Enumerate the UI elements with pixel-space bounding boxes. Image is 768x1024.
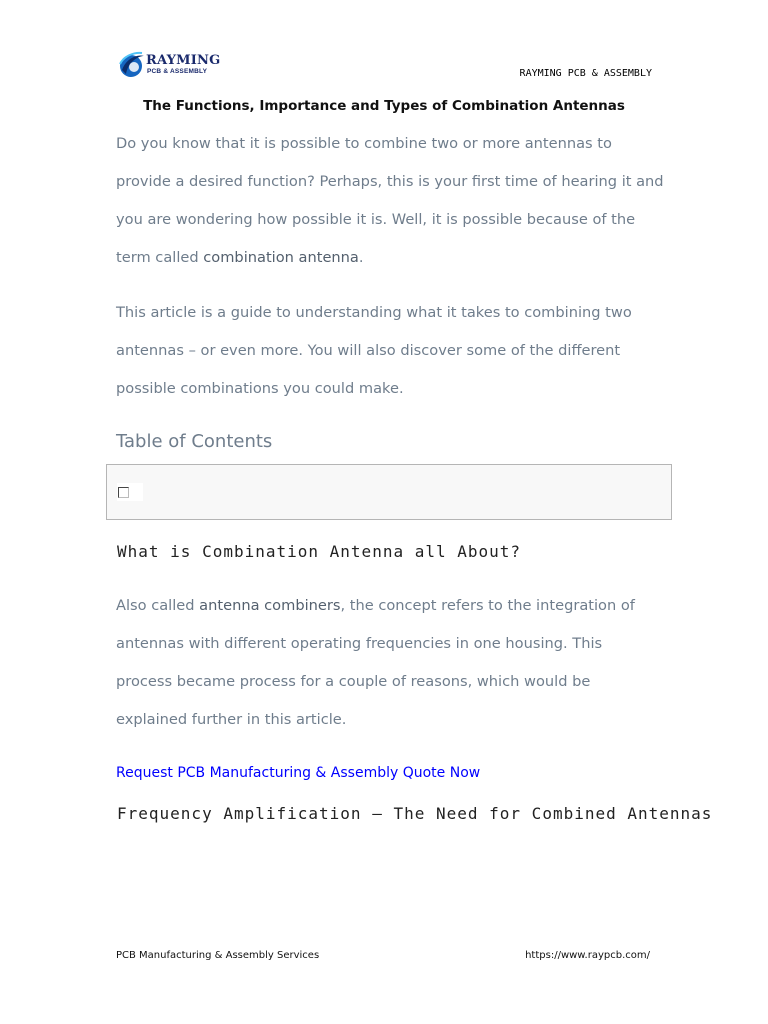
guide-line: antennas – or even more. You will also discover some of the different: [116, 342, 621, 359]
logo-name: RAYMING: [146, 53, 221, 68]
intro-line: Do you know that it is possible to combine two or more antennas to: [116, 135, 612, 152]
section1-line: [116, 587, 661, 625]
section1-line: antennas with different operating frequencies in one housing. This: [116, 635, 603, 652]
section1-line: explained further in this article.: [116, 711, 347, 728]
section1-line: process became process for a couple of reasons, which would be: [116, 673, 591, 690]
intro-text: .: [358, 249, 364, 266]
footer-services: PCB Manufacturing & Assembly Services: [116, 950, 320, 961]
combination-antenna-link[interactable]: combination antenna: [203, 249, 359, 266]
intro-line: [116, 239, 661, 277]
section-heading-frequency-amplification: Frequency Amplification – The Need for Combined Antennas: [117, 804, 713, 823]
footer-url-link[interactable]: https://www.raypcb.com/: [525, 950, 650, 961]
header-company-name: RAYMING PCB & ASSEMBLY: [519, 68, 652, 79]
toc-heading: Table of Contents: [116, 431, 273, 452]
guide-paragraph: [116, 294, 661, 408]
logo-subtitle: PCB & ASSEMBLY: [147, 68, 208, 75]
checkbox-icon: [118, 487, 129, 498]
intro-paragraph: [116, 125, 664, 277]
guide-line: possible combinations you could make.: [116, 380, 404, 397]
section1-paragraph: [116, 587, 661, 739]
intro-line: provide a desired function? Perhaps, this is your first time of hearing it and: [116, 173, 664, 190]
rayming-globe-icon: [116, 50, 146, 80]
guide-line: This article is a guide to understanding what it takes to combining two: [116, 304, 632, 321]
document-title: The Functions, Importance and Types of Combination Antennas: [143, 98, 625, 114]
section1-text: , the concept refers to the integration of: [340, 597, 635, 614]
rayming-logo: [116, 50, 226, 82]
intro-line: you are wondering how possible it is. Well, it is possible because of the: [116, 211, 636, 228]
toc-box: [106, 464, 672, 520]
antenna-combiners-link[interactable]: antenna combiners: [199, 597, 341, 614]
intro-text: term called: [116, 249, 204, 266]
section1-text: Also called: [116, 597, 200, 614]
request-quote-link[interactable]: Request PCB Manufacturing & Assembly Quote Now: [116, 765, 481, 781]
section-heading-combination-antenna: What is Combination Antenna all About?: [117, 542, 522, 561]
toc-toggle-button[interactable]: [117, 483, 143, 501]
